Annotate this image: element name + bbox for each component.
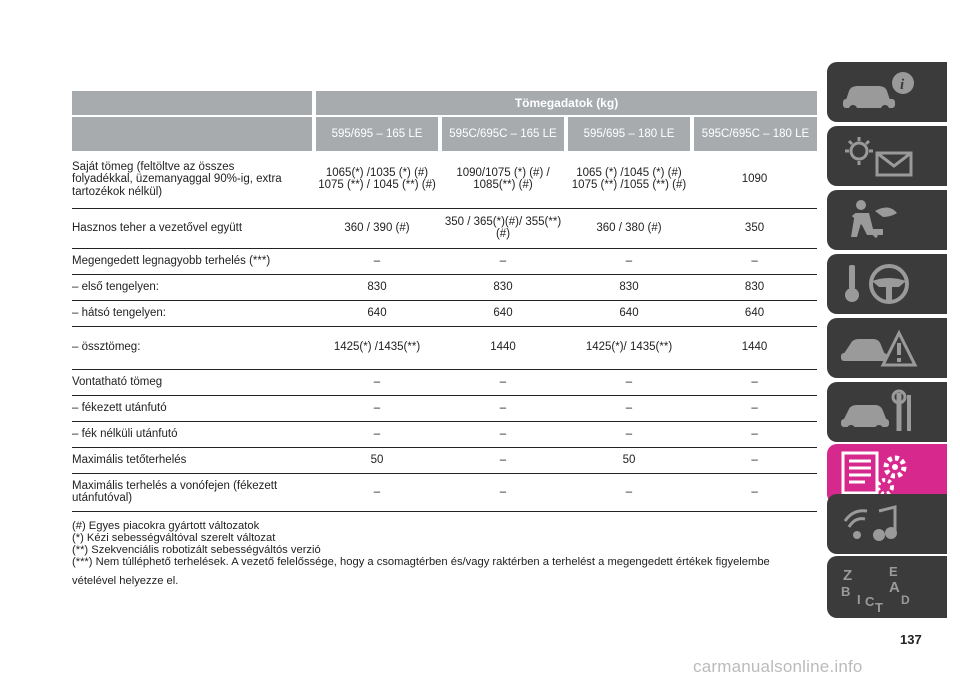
column-header: 595/695 – 165 LE	[314, 116, 440, 151]
table-row	[72, 326, 817, 369]
table-row	[72, 395, 817, 421]
tab-index[interactable]	[827, 556, 947, 618]
cell-value: 830	[566, 274, 692, 300]
cell-value: 1425(*)/ 1435(**)	[566, 326, 692, 369]
cell-value: 1090/1075 (*) (#) / 1085(**) (#)	[440, 151, 566, 208]
cell-value: –	[314, 395, 440, 421]
cell-value: 640	[692, 300, 817, 326]
cell-value: –	[440, 248, 566, 274]
cell-value: –	[692, 248, 817, 274]
svg-text:E: E	[889, 564, 898, 579]
cell-value: 830	[692, 274, 817, 300]
cell-value: 50	[314, 447, 440, 473]
row-label: Saját tömeg (feltöltve az összes folyadékkal, üzemanyaggal 90%-ig, extra tartozékok nélkül)	[72, 151, 314, 208]
footnote: (*) Kézi sebességváltóval szerelt változat	[72, 531, 276, 544]
svg-text:I: I	[857, 592, 861, 607]
steering-key-icon	[839, 261, 919, 307]
cell-value: –	[566, 248, 692, 274]
table-row	[72, 151, 817, 208]
svg-text:T: T	[875, 600, 883, 612]
svg-text:i: i	[900, 77, 905, 93]
cell-value: 1440	[692, 326, 817, 369]
index-icon	[839, 562, 919, 612]
svg-text:Z: Z	[843, 567, 853, 584]
tab-emergency[interactable]	[827, 318, 947, 378]
footnotes	[72, 521, 817, 591]
footnote: (***) Nem túlléphető terhelések. A vezető felelőssége, hogy a csomagtérben és/vagy raktérben a terhelést a megengedett értékek figyelembe vételével helyezze el.	[72, 556, 770, 588]
cell-value: –	[314, 369, 440, 395]
table-row	[72, 274, 817, 300]
cell-value: 1440	[440, 326, 566, 369]
svg-text:A: A	[889, 579, 900, 596]
cell-value: 350 / 365(*)(#)/ 355(**) (#)	[440, 208, 566, 248]
table-row	[72, 421, 817, 447]
tab-driving[interactable]	[827, 254, 947, 314]
emergency-icon	[839, 325, 919, 371]
cell-value: –	[566, 395, 692, 421]
cell-value: 1090	[692, 151, 817, 208]
cell-value: 1425(*) /1435(**)	[314, 326, 440, 369]
airbag-safety-icon	[839, 197, 919, 243]
cell-value: 50	[566, 447, 692, 473]
cell-value: –	[440, 395, 566, 421]
cell-value: –	[440, 421, 566, 447]
multimedia-icon	[839, 501, 919, 547]
cell-value: 360 / 380 (#)	[566, 208, 692, 248]
tab-maintenance[interactable]	[827, 382, 947, 442]
warning-lights-icon	[839, 133, 919, 179]
cell-value: –	[692, 395, 817, 421]
cell-value: –	[314, 473, 440, 511]
cell-value: –	[440, 369, 566, 395]
watermark: carmanualsonline.info	[693, 657, 863, 676]
table-row	[72, 473, 817, 511]
car-info-icon	[839, 69, 919, 115]
column-header: 595C/695C – 165 LE	[440, 116, 566, 151]
cell-value: –	[566, 473, 692, 511]
cell-value: 640	[440, 300, 566, 326]
cell-value: –	[440, 447, 566, 473]
footnote: (#) Egyes piacokra gyártott változatok	[72, 520, 260, 532]
table-header-blank	[72, 91, 314, 116]
table-row	[72, 447, 817, 473]
svg-text:C: C	[865, 594, 875, 609]
row-label: – össztömeg:	[72, 326, 314, 369]
maintenance-icon	[839, 389, 919, 435]
cell-value: 1065(*) /1035 (*) (#) 1075 (**) / 1045 (**) (#)	[314, 151, 440, 208]
cell-value: –	[566, 421, 692, 447]
cell-value: 830	[314, 274, 440, 300]
cell-value: –	[314, 421, 440, 447]
cell-value: –	[692, 369, 817, 395]
cell-value: 640	[314, 300, 440, 326]
row-label: – fék nélküli utánfutó	[72, 421, 314, 447]
row-label: – fékezett utánfutó	[72, 395, 314, 421]
row-label: Megengedett legnagyobb terhelés (***)	[72, 248, 314, 274]
tab-multimedia[interactable]	[827, 494, 947, 554]
table-header-label-col	[72, 116, 314, 151]
cell-value: –	[440, 473, 566, 511]
page-number: 137	[900, 632, 922, 647]
cell-value: –	[692, 447, 817, 473]
cell-value: 640	[566, 300, 692, 326]
table-group-header: Tömegadatok (kg)	[314, 91, 817, 116]
table-row	[72, 369, 817, 395]
row-label: – első tengelyen:	[72, 274, 314, 300]
tab-safety[interactable]	[827, 190, 947, 250]
cell-value: 350	[692, 208, 817, 248]
cell-value: 830	[440, 274, 566, 300]
row-label: Maximális terhelés a vonófejen (fékezett utánfutóval)	[72, 473, 314, 511]
row-label: Vontatható tömeg	[72, 369, 314, 395]
cell-value: –	[314, 248, 440, 274]
cell-value: –	[692, 421, 817, 447]
column-header: 595/695 – 180 LE	[566, 116, 692, 151]
cell-value: 360 / 390 (#)	[314, 208, 440, 248]
table-row	[72, 208, 817, 248]
svg-text:B: B	[841, 584, 851, 599]
table-row	[72, 300, 817, 326]
row-label: – hátsó tengelyen:	[72, 300, 314, 326]
footnote: (**) Szekvenciális robotizált sebességváltós verzió	[72, 543, 321, 556]
column-header: 595C/695C – 180 LE	[692, 116, 817, 151]
row-label: Maximális tetőterhelés	[72, 447, 314, 473]
tab-warning-lights[interactable]	[827, 126, 947, 186]
row-label: Hasznos teher a vezetővel együtt	[72, 208, 314, 248]
tab-car-info[interactable]	[827, 62, 947, 122]
table-row	[72, 248, 817, 274]
cell-value: 1065 (*) /1045 (*) (#) 1075 (**) /1055 (**) (#)	[566, 151, 692, 208]
cell-value: –	[692, 473, 817, 511]
technical-data-icon	[839, 451, 919, 497]
cell-value: –	[566, 369, 692, 395]
weight-data-table	[72, 91, 817, 512]
svg-text:D: D	[901, 593, 910, 607]
